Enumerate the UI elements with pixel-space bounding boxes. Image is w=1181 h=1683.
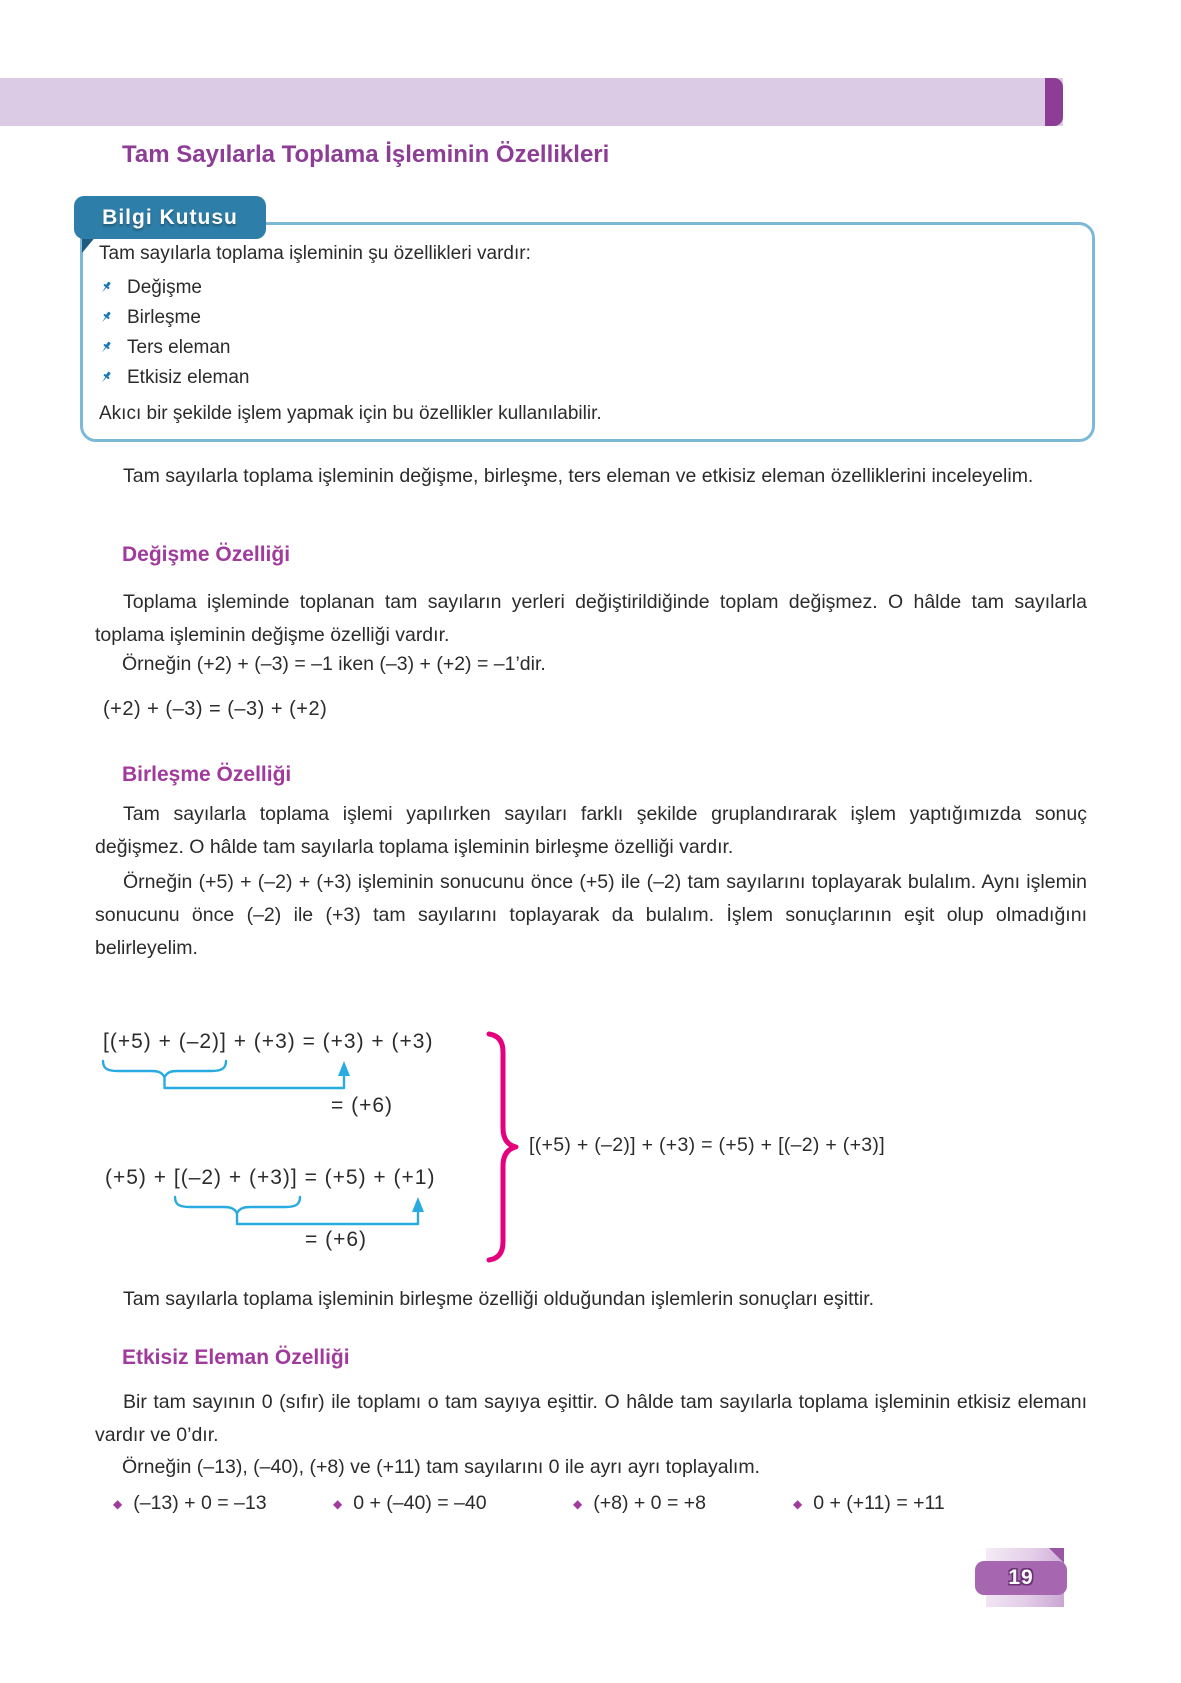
- etkisiz-example-intro: Örneğin (–13), (–40), (+8) ve (+11) tam sayılarını 0 ile ayrı ayrı toplayalım.: [122, 1456, 760, 1478]
- info-box-intro: Tam sayılarla toplama işleminin şu özellikleri vardır:: [99, 243, 531, 264]
- diamond-bullet-icon: ◆: [333, 1496, 343, 1511]
- info-box-footer: Akıcı bir şekilde işlem yapmak için bu özellikler kullanılabilir.: [99, 403, 602, 424]
- page-title: Tam Sayılarla Toplama İşleminin Özellikleri: [122, 141, 610, 168]
- list-item-label: Değişme: [127, 277, 202, 298]
- diagram-combined-equation: [(+5) + (–2)] + (+3) = (+5) + [(–2) + (+3)]: [529, 1134, 885, 1156]
- section-heading-etkisiz: Etkisiz Eleman Özelliği: [122, 1346, 350, 1369]
- diamond-bullet-icon: ◆: [793, 1496, 803, 1511]
- degisme-equation: (+2) + (–3) = (–3) + (+2): [103, 698, 328, 720]
- diagram-equation-1: [(+5) + (–2)] + (+3) = (+3) + (+3): [103, 1030, 434, 1053]
- birlesme-paragraph-2: Örneğin (+5) + (–2) + (+3) işleminin sonucunu önce (+5) ile (–2) tam sayılarını toplayarak bulalım. Aynı işlemin sonucunu önce (–2) ile (+3) tam sayılarını toplayarak da bulalım. İşlem sonuçlarının eşit olup olmadığını belirleyelim.: [95, 871, 1087, 959]
- diamond-bullet-icon: ◆: [573, 1496, 583, 1511]
- zero-example-text: (+8) + 0 = +8: [593, 1492, 706, 1514]
- zero-example-text: (–13) + 0 = –13: [133, 1492, 267, 1514]
- diagram-equation-2-result: = (+6): [305, 1228, 368, 1251]
- degisme-example-line: Örneğin (+2) + (–3) = –1 iken (–3) + (+2) = –1’dir.: [122, 653, 546, 675]
- underbrace-2: [175, 1197, 300, 1213]
- info-box-badge: Bilgi Kutusu: [74, 196, 266, 239]
- etkisiz-paragraph: Bir tam sayının 0 (sıfır) ile toplamı o tam sayıya eşittir. O hâlde tam sayılarla toplama işleminin etkisiz elemanı vardır ve 0’dır.: [95, 1391, 1087, 1446]
- birlesme-conclusion: Tam sayılarla toplama işleminin birleşme özelliği olduğundan işlemlerin sonuçları eşittir.: [123, 1288, 875, 1310]
- underbrace-1: [103, 1061, 226, 1077]
- list-item-label: Birleşme: [127, 307, 201, 328]
- arrowhead-up-2: [412, 1197, 424, 1212]
- zero-example-text: 0 + (+11) = +11: [813, 1492, 945, 1514]
- page-number-badge: 19: [975, 1561, 1067, 1595]
- zero-example: [573, 1492, 706, 1515]
- zero-examples-row: [95, 1492, 1087, 1522]
- list-item-label: Ters eleman: [127, 337, 231, 358]
- section-heading-degisme: Değişme Özelliği: [122, 543, 291, 566]
- result-brace: [489, 1034, 516, 1260]
- arrowhead-up-1: [338, 1061, 350, 1076]
- diagram-equation-2: (+5) + [(–2) + (+3)] = (+5) + (+1): [105, 1166, 436, 1189]
- list-item-label: Etkisiz eleman: [127, 367, 250, 388]
- diamond-bullet-icon: ◆: [113, 1496, 123, 1511]
- section-heading-birlesme: Birleşme Özelliği: [122, 763, 292, 786]
- degisme-paragraph: Toplama işleminde toplanan tam sayıların yerleri değiştirildiğinde toplam değişmez. O hâlde tam sayılarla toplama işleminin değişme özelliği vardır.: [95, 591, 1087, 646]
- zero-example: [333, 1492, 487, 1515]
- zero-example-text: 0 + (–40) = –40: [353, 1492, 487, 1514]
- birlesme-paragraph-1: Tam sayılarla toplama işlemi yapılırken sayıları farklı şekilde gruplandırarak işlem yaptığımızda sonuç değişmez. O hâlde tam sayılarla toplama işleminin birleşme özelliği vardır.: [95, 803, 1087, 858]
- diagram-equation-1-result: = (+6): [331, 1094, 394, 1117]
- intro-paragraph: Tam sayılarla toplama işleminin değişme, birleşme, ters eleman ve etkisiz eleman özelliklerini inceleyelim.: [123, 465, 1034, 487]
- zero-example: [793, 1492, 945, 1515]
- main-content: [95, 0, 1087, 1683]
- grouping-arrow-1: [165, 1076, 345, 1088]
- association-diagram: [95, 1028, 1087, 1263]
- grouping-arrow-2: [237, 1212, 418, 1224]
- zero-example: [113, 1492, 267, 1515]
